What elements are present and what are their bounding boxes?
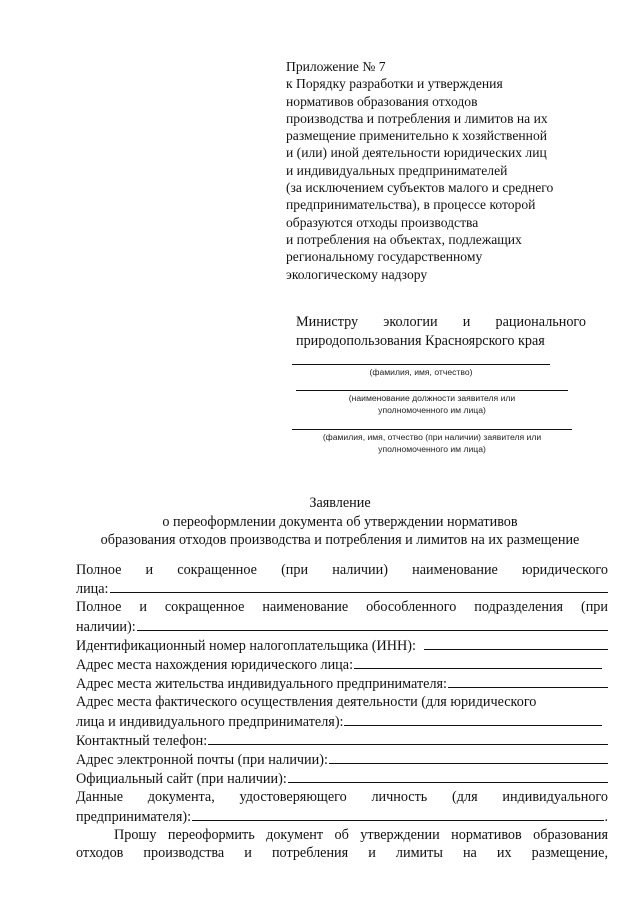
applicant-caption	[286, 431, 578, 455]
appendix-line: экологическому надзору	[286, 266, 428, 282]
appendix-line: региональному государственному	[286, 249, 483, 265]
field-end-period: .	[604, 808, 608, 825]
appendix-line: размещение применительно к хозяйственной	[286, 128, 548, 144]
appendix-line: образуются отходы производства	[286, 214, 479, 230]
identity-document-input[interactable]	[192, 807, 604, 821]
field-label: предпринимателя):	[76, 808, 192, 825]
inn-input[interactable]	[424, 636, 608, 650]
appendix-block	[286, 58, 606, 283]
appendix-line: Приложение № 7	[286, 59, 386, 74]
field-inn	[76, 636, 608, 655]
field-activity-address	[76, 712, 608, 731]
field-label: Адрес места жительства индивидуального предпринимателя:	[76, 676, 448, 693]
statement-subtitle-line: о переоформлении документа об утверждении нормативов	[162, 514, 518, 530]
field-label: наличии):	[76, 618, 136, 635]
field-legal-address	[76, 655, 608, 674]
appendix-line: и потребления на объектах, подлежащих	[286, 231, 522, 247]
field-label: Адрес места нахождения юридического лица:	[76, 657, 354, 674]
appendix-line: к Порядку разработки и утверждения	[286, 76, 503, 92]
applicant-signature-line[interactable]	[292, 429, 572, 430]
appendix-line: предпринимательства), в процессе которой	[286, 197, 536, 213]
ip-address-input[interactable]	[448, 674, 608, 688]
appendix-line: нормативов образования отходов	[286, 93, 478, 109]
fio-signature-line[interactable]	[292, 364, 550, 365]
application-form	[76, 561, 608, 862]
field-label: Идентификационный номер налогоплательщика (ИНН):	[76, 637, 416, 654]
field-identity-document	[76, 807, 608, 826]
statement-subtitle-line: образования отходов производства и потребления и лимитов на их размещение	[100, 532, 580, 548]
addressee-line: природопользования Красноярского края	[296, 333, 545, 349]
field-label: Данные документа, удостоверяющего личность (для индивидуального	[76, 789, 608, 806]
field-label: лица:	[76, 581, 109, 598]
field-ip-address	[76, 674, 608, 693]
website-input[interactable]	[288, 769, 608, 783]
appendix-line: и индивидуальных предпринимателей	[286, 162, 508, 178]
legal-address-input[interactable]	[354, 655, 602, 669]
field-label: Полное и сокращенное наименование обособленного подразделения (при	[76, 599, 608, 616]
field-website	[76, 769, 608, 788]
branch-name-input[interactable]	[137, 617, 608, 631]
applicant-caption-line2: уполномоченного им лица)	[378, 444, 486, 454]
field-branch-name	[76, 617, 608, 636]
field-legal-name	[76, 579, 608, 598]
position-caption	[296, 392, 568, 416]
legal-name-input[interactable]	[110, 579, 608, 593]
appendix-line: производства и потребления и лимитов на их	[286, 110, 548, 126]
position-caption-line1: (наименование должности заявителя или	[348, 393, 516, 403]
field-label: Официальный сайт (при наличии):	[76, 771, 287, 788]
applicant-caption-line1: (фамилия, имя, отчество (при наличии) заявителя или	[322, 432, 542, 442]
addressee-block	[296, 313, 586, 351]
addressee-line: Министру экологии и рационального	[296, 314, 586, 330]
position-caption-line2: уполномоченного им лица)	[378, 405, 486, 415]
statement-heading: Заявление	[309, 495, 371, 511]
request-paragraph-line: Прошу переоформить документ об утверждении нормативов образования	[114, 826, 608, 843]
email-input[interactable]	[329, 750, 608, 764]
phone-input[interactable]	[208, 731, 608, 745]
field-label: Адрес места фактического осуществления деятельности (для юридического	[76, 694, 537, 711]
field-label: Полное и сокращенное (при наличии) наименование юридического	[76, 562, 608, 578]
appendix-line: и (или) иной деятельности юридических лиц	[286, 145, 547, 161]
field-label: Контактный телефон:	[76, 732, 208, 749]
field-label: Адрес электронной почты (при наличии):	[76, 752, 328, 769]
field-label: лица и индивидуального предпринимателя):	[76, 713, 344, 730]
position-signature-line[interactable]	[296, 390, 568, 391]
activity-address-input[interactable]	[344, 712, 602, 726]
fio-caption: (фамилия, имя, отчество)	[369, 367, 473, 377]
request-paragraph-line: отходов производства и потребления и лимиты на их размещение,	[76, 845, 608, 862]
appendix-line: (за исключением субъектов малого и среднего	[286, 180, 554, 196]
field-email	[76, 750, 608, 769]
field-phone	[76, 731, 608, 750]
